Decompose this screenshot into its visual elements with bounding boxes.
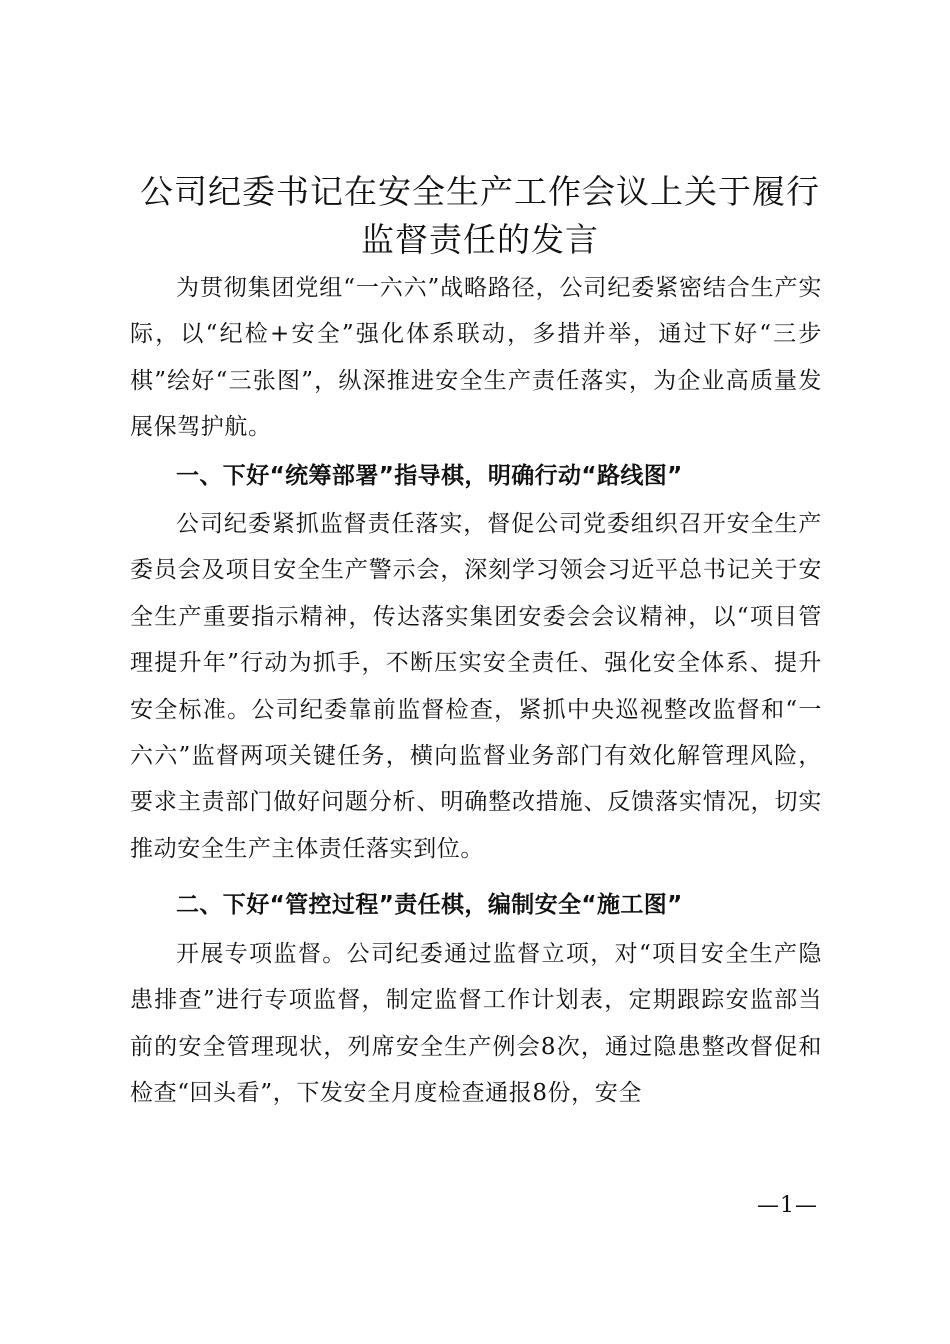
section-1-heading: 一、下好“统筹部署”指导棋，明确行动“路线图” xyxy=(176,462,683,489)
intro-paragraph: 为贯彻集团党组“一六六”战略路径，公司纪委紧密结合生产实际，以“纪检+安全”强化体系联动，多措并举，通过下好“三步棋”绘好“三张图”，纵深推进安全生产责任落实，为企业高质量发展保驾护航。 xyxy=(130,275,822,441)
document-body xyxy=(130,265,822,1116)
title-line-1: 公司纪委书记在安全生产工作会议上关于履行 xyxy=(140,172,820,211)
section-1-paragraph: 公司纪委紧抓监督责任落实，督促公司党委组织召开安全生产委员会及项目安全生产警示会，深刻学习领会习近平总书记关于安全生产重要指示精神，传达落实集团安委会会议精神，以“项目管理提升年”行动为抓手，不断压实安全责任、强化安全体系、提升安全标准。公司纪委靠前监督检查，紧抓中央巡视整改监督和“一六六”监督两项关键任务，横向监督业务部门有效化解管理风险，要求主责部门做好问题分析、明确整改措施、反馈落实情况，切实推动安全生产主体责任落实到位。 xyxy=(130,511,822,862)
section-2-paragraph: 开展专项监督。公司纪委通过监督立项，对“项目安全生产隐患排查”进行专项监督，制定监督工作计划表，定期跟踪安监部当前的安全管理现状，列席安全生产例会8次，通过隐患整改督促和检查“回头看”，下发安全月度检查通报8份，安全 xyxy=(130,940,822,1106)
title-line-2: 监督责任的发言 xyxy=(361,220,599,259)
section-2-heading: 二、下好“管控过程”责任棋，编制安全“施工图” xyxy=(176,892,683,919)
page-number: —1— xyxy=(757,1193,818,1218)
document-title xyxy=(120,168,840,264)
